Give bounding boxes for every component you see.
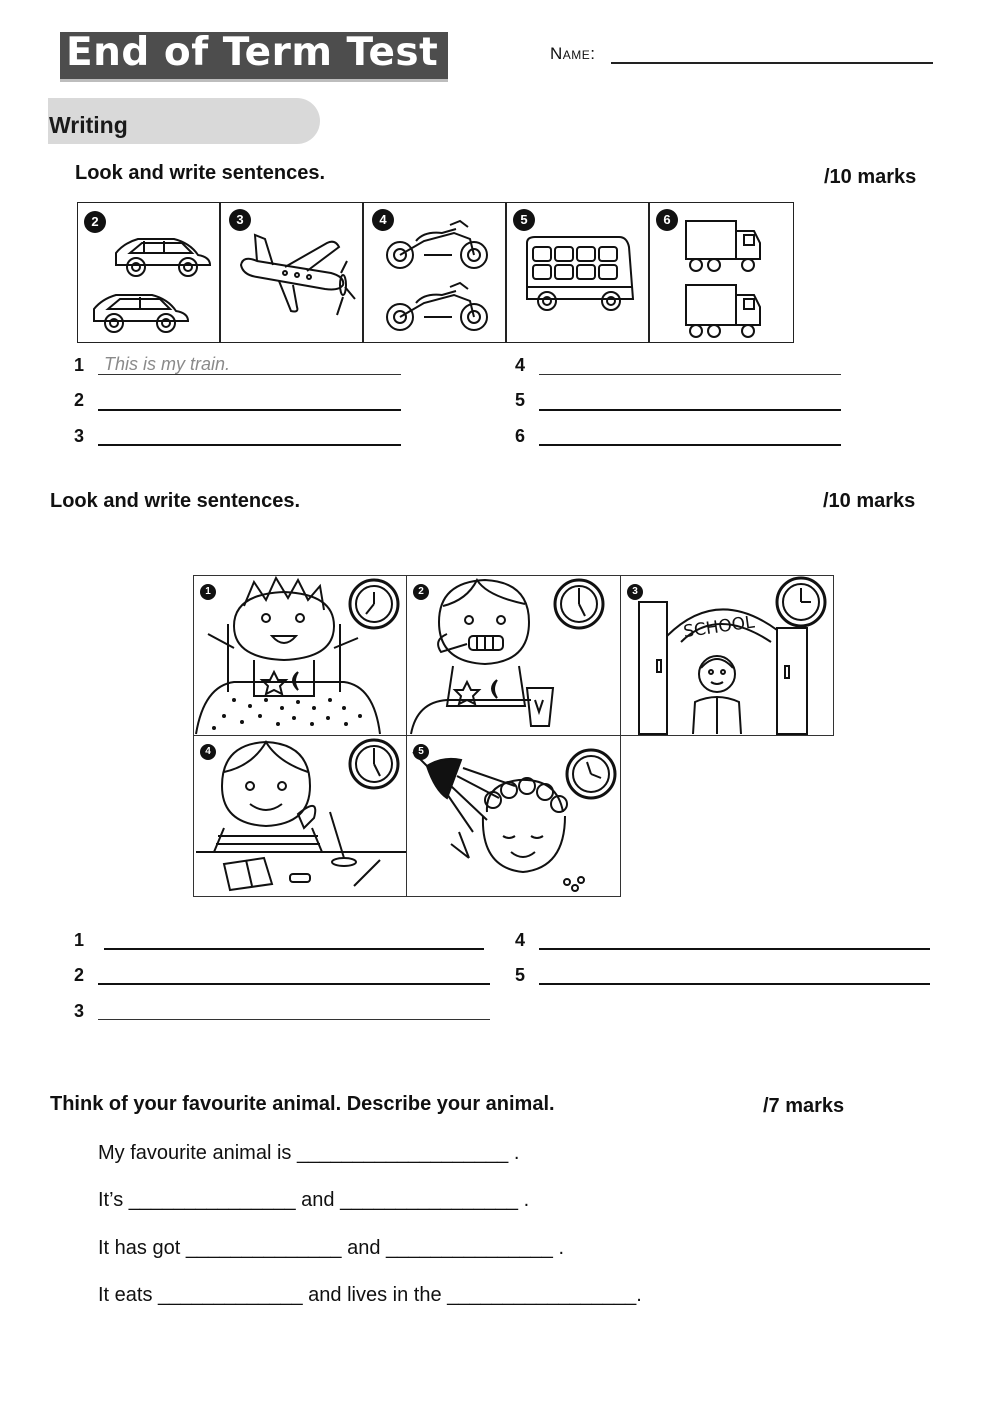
routine-picture [620,575,834,736]
vehicle-picture [77,202,220,343]
answer-line[interactable] [98,409,401,411]
line-number: 5 [515,965,526,985]
vehicle-picture [506,202,649,343]
answer-line[interactable] [98,983,490,985]
picture-number: 4 [200,744,216,760]
part2-marks: /10 marks [823,490,916,512]
answer-line[interactable] [104,948,484,950]
picture-number: 3 [627,584,643,600]
line-number: 3 [74,1001,85,1021]
routine-picture [406,735,621,897]
picture-number: 3 [229,209,251,231]
boy-at-school-icon [621,576,833,735]
vehicle-picture [220,202,363,343]
part1-marks: /10 marks [824,166,917,188]
boy-brushing-teeth-icon [407,576,620,735]
fill-in-sentence[interactable]: It’s _______________ and ________________ . [98,1189,530,1211]
answer-line[interactable] [539,948,930,950]
vehicle-picture [363,202,506,343]
section-label: Writing [49,112,128,138]
line-number: 4 [515,355,526,375]
fill-in-sentence[interactable]: My favourite animal is ___________________ . [98,1142,520,1164]
answer-line[interactable] [539,409,841,411]
line-number: 6 [515,426,526,446]
fill-in-sentence[interactable]: It eats _____________ and lives in the _________________. [98,1284,642,1306]
fill-in-sentence[interactable]: It has got ______________ and _______________ . [98,1237,564,1259]
part1-instruction: Look and write sentences. [75,162,326,184]
boy-taking-shower-icon [407,736,620,896]
answer-line[interactable] [539,983,930,985]
line-number: 2 [74,390,85,410]
routine-picture [193,575,407,736]
answer-line[interactable] [98,444,401,446]
picture-number: 5 [513,209,535,231]
example-answer: This is my train. [104,354,231,374]
answer-line[interactable] [539,374,841,375]
answer-line[interactable] [98,374,401,375]
line-number: 4 [515,930,526,950]
part2-instruction: Look and write sentences. [50,490,301,512]
picture-number: 6 [656,209,678,231]
picture-number: 4 [372,209,394,231]
answer-line[interactable] [539,444,841,446]
line-number: 2 [74,965,85,985]
part3-marks: /7 marks [763,1095,845,1117]
answer-line[interactable] [98,1019,490,1020]
boy-doing-homework-icon [194,736,406,896]
line-number: 1 [74,355,85,375]
picture-number: 2 [84,211,106,233]
vehicle-picture [649,202,794,343]
page-title: End of Term Test [66,30,439,75]
name-label: Name: [550,44,596,63]
picture-number: 2 [413,584,429,600]
school-sign: SCHOOL [682,612,756,643]
line-number: 3 [74,426,85,446]
part3-instruction: Think of your favourite animal. Describe your animal. [50,1093,555,1115]
line-number: 1 [74,930,85,950]
routine-picture [193,735,407,897]
line-number: 5 [515,390,526,410]
picture-number: 5 [413,744,429,760]
picture-number: 1 [200,584,216,600]
routine-picture [406,575,621,736]
name-field[interactable] [611,62,933,64]
boy-waking-up-icon [194,576,406,735]
